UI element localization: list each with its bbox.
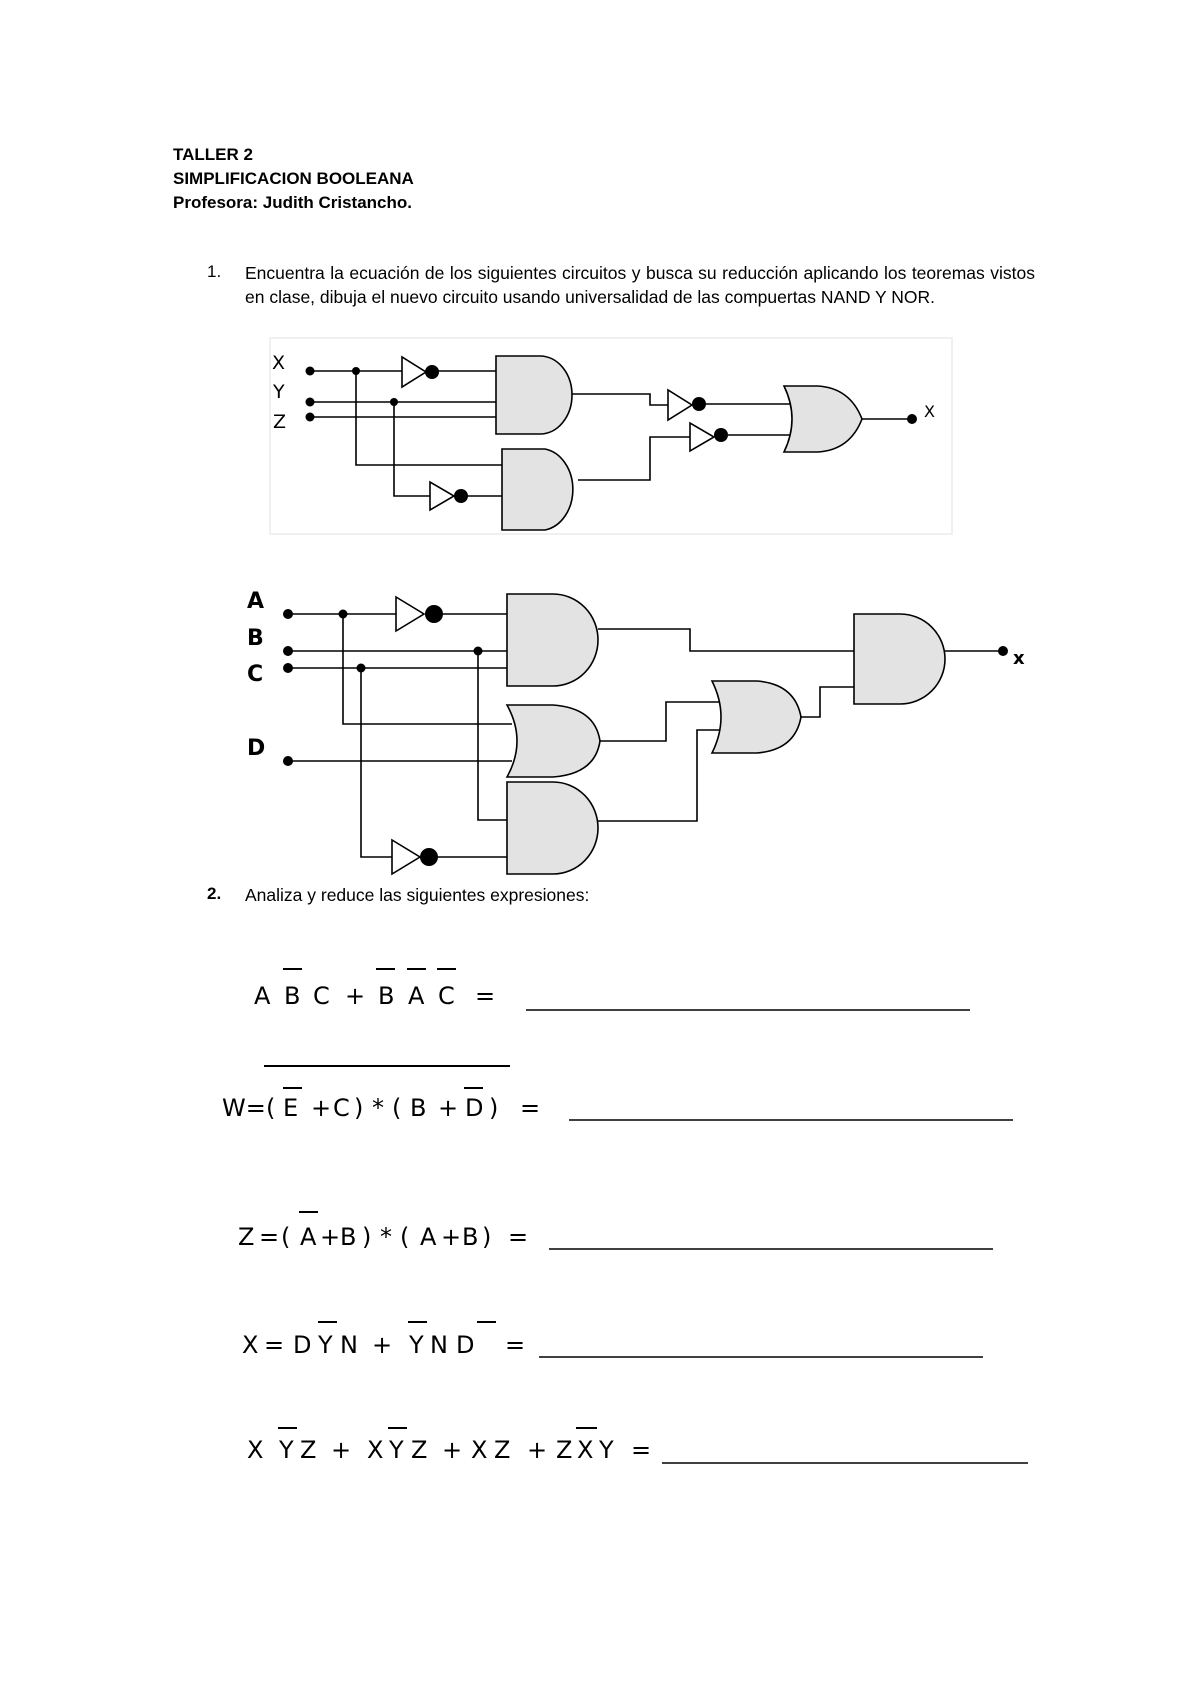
expr-1-token: B xyxy=(378,982,395,1010)
circuit-1-input-x-label: X xyxy=(272,352,286,374)
expr-4-token: D xyxy=(456,1331,475,1359)
expr-5-token: + xyxy=(442,1436,463,1464)
expr-1-token: C xyxy=(438,982,455,1010)
expr-4-token: + xyxy=(372,1331,393,1359)
expression-5 xyxy=(247,1428,1028,1464)
expr-4-token: Y xyxy=(318,1331,333,1359)
question-1-number: 1. xyxy=(207,262,222,281)
expr-3-token: + xyxy=(320,1223,341,1251)
expr-5-token: X xyxy=(367,1436,384,1464)
expr-5-token: X xyxy=(471,1436,488,1464)
expr-4-token: N xyxy=(430,1331,448,1359)
expr-2-token: E xyxy=(283,1094,299,1122)
expr-3-token: ( xyxy=(400,1223,410,1251)
expr-4-token: N xyxy=(340,1331,358,1359)
expr-3-token: ) xyxy=(362,1223,372,1251)
expr-5-token: = xyxy=(631,1436,652,1464)
expr-5-token: X xyxy=(577,1436,594,1464)
expr-3-token: ( xyxy=(281,1223,291,1251)
question-2-number: 2. xyxy=(207,884,222,903)
expr-5-token: Y xyxy=(389,1436,404,1464)
expr-1-token: B xyxy=(284,982,301,1010)
circuit-2-input-b-label: B xyxy=(247,626,264,651)
expr-5-token: Y xyxy=(599,1436,614,1464)
expr-3-token: ) xyxy=(482,1223,492,1251)
expr-2-token: ( xyxy=(266,1094,276,1122)
expr-2-token: C xyxy=(333,1094,350,1122)
expr-2-token: B xyxy=(410,1094,427,1122)
expr-5-token: Z xyxy=(411,1436,428,1464)
expr-4-token: D xyxy=(293,1331,312,1359)
circuit-1-output-label: X xyxy=(924,402,935,421)
expr-2-token: * xyxy=(372,1094,384,1122)
expr-2-token: + xyxy=(311,1094,332,1122)
expr-3-token: Z xyxy=(238,1223,255,1251)
worksheet-subtitle: SIMPLIFICACION BOOLEANA xyxy=(173,169,414,188)
expression-3 xyxy=(238,1212,993,1251)
expr-2-token: D xyxy=(465,1094,484,1122)
circuit-2-input-a-label: A xyxy=(247,589,265,614)
expr-3-token: B xyxy=(340,1223,357,1251)
expr-1-token: A xyxy=(254,982,271,1010)
expression-1 xyxy=(254,969,970,1010)
expr-4-token: X xyxy=(242,1331,259,1359)
teacher-name: Profesora: Judith Cristancho. xyxy=(173,193,412,212)
expr-3-token: = xyxy=(508,1223,529,1251)
circuit-2-output-label: x xyxy=(1013,648,1025,669)
worksheet-title: TALLER 2 xyxy=(173,145,253,164)
expr-2-token: ) xyxy=(489,1094,499,1122)
expr-3-token: B xyxy=(462,1223,479,1251)
question-1-text: Encuentra la ecuación de los siguientes circuitos y busca su reducción aplicando los teoremas vistos en clase, dibuja el nuevo circuito usando universalidad de las compuertas NAND Y NOR. xyxy=(245,263,1035,307)
question-2-text: Analiza y reduce las siguientes expresiones: xyxy=(245,885,590,905)
circuit-1-input-z-label: Z xyxy=(273,411,287,433)
expr-5-token: X xyxy=(247,1436,264,1464)
expr-5-token: Z xyxy=(556,1436,573,1464)
expr-2-token: = xyxy=(520,1094,541,1122)
circuit-2-input-d-label: D xyxy=(247,736,266,761)
circuit-1-input-y-label: Y xyxy=(273,381,285,403)
expr-4-token: = xyxy=(505,1331,526,1359)
expr-2-token: + xyxy=(438,1094,459,1122)
expr-1-token: = xyxy=(475,982,496,1010)
expr-3-token: A xyxy=(300,1223,317,1251)
expr-1-token: + xyxy=(345,982,366,1010)
expr-1-token: C xyxy=(313,982,330,1010)
expr-3-token: + xyxy=(441,1223,462,1251)
expr-5-token: Z xyxy=(300,1436,317,1464)
circuit-2-input-c-label: C xyxy=(247,662,264,687)
expr-5-token: + xyxy=(331,1436,352,1464)
expr-4-token: Y xyxy=(409,1331,424,1359)
expr-4-token: = xyxy=(264,1331,285,1359)
expr-3-token: = xyxy=(259,1223,280,1251)
expression-4 xyxy=(242,1322,983,1359)
expr-3-token: * xyxy=(380,1223,392,1251)
expr-2-token: W= xyxy=(222,1094,266,1122)
expr-5-token: Z xyxy=(494,1436,511,1464)
expr-5-token: Y xyxy=(279,1436,294,1464)
expr-3-token: A xyxy=(420,1223,437,1251)
expression-2 xyxy=(222,1066,1013,1122)
expr-1-token: A xyxy=(408,982,425,1010)
expr-5-token: + xyxy=(527,1436,548,1464)
expr-2-token: ( xyxy=(392,1094,402,1122)
expr-2-token: ) xyxy=(354,1094,364,1122)
